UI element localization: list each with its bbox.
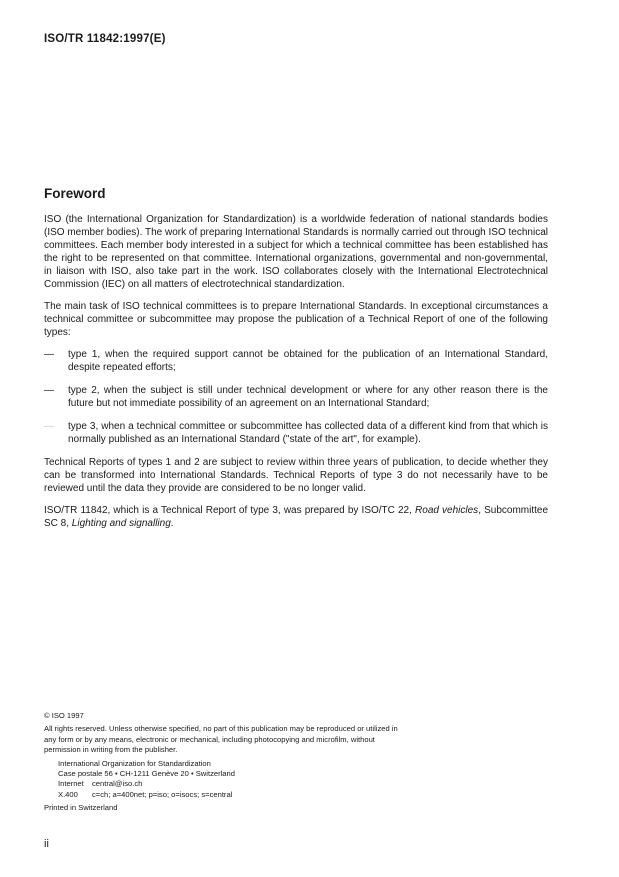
- list-item: [44, 384, 548, 410]
- paragraph-3: Technical Reports of types 1 and 2 are subject to review within three years of publication, to decide whether they can be transformed into International Standards. Technical Reports of type 3 do not necessarily have to be reviewed until the data they provide are considered to be no longer valid.: [44, 457, 548, 494]
- list-item-text: type 3, when a technical committee or subcommittee has collected data of a different kind from that which is normally published as an International Standard ("state of the art", for example).: [68, 421, 548, 445]
- rights-statement: All rights reserved. Unless otherwise specified, no part of this publication may be reproduced or utilized in any form or by any means, electronic or mechanical, including photocopying and microfilm, without permission in writing from the publisher.: [44, 724, 398, 755]
- committee-name-road-vehicles: Road vehicles: [415, 505, 479, 516]
- copyright-block: [44, 711, 404, 814]
- report-types-list: [44, 348, 548, 446]
- x400-label: X.400: [58, 789, 78, 799]
- internet-value: central@iso.ch: [92, 779, 143, 789]
- list-item-text: type 2, when the subject is still under technical development or where for any other reason there is the future but not immediate possibility of an agreement on an International Standard;: [68, 385, 548, 409]
- p4-text-a: ISO/TR 11842, which is a Technical Report of type 3, was prepared by ISO/TC 22,: [44, 505, 416, 516]
- internet-label: Internet: [58, 779, 84, 789]
- foreword-body: [44, 213, 548, 539]
- organization-name: International Organization for Standardization: [58, 758, 211, 768]
- list-item: [44, 420, 548, 446]
- x400-value: c=ch; a=400net; p=iso; o=isocs; s=central: [92, 789, 233, 799]
- page-number: ii: [44, 838, 49, 850]
- section-title: Foreword: [44, 186, 106, 201]
- p4-text-e: .: [170, 518, 174, 529]
- address-block: [58, 759, 404, 801]
- document-id-header: ISO/TR 11842:1997(E): [44, 33, 166, 45]
- internet-row: [58, 779, 404, 789]
- list-bullet: —: [44, 349, 54, 360]
- copyright-line: © ISO 1997: [44, 711, 84, 720]
- postal-address: Case postale 56 • CH-1211 Genève 20 • Switzerland: [58, 769, 235, 779]
- paragraph-1: ISO (the International Organization for Standardization) is a worldwide federation of national standards bodies (ISO member bodies). The work of preparing International Standards is normally carried out through ISO technical committees. Each member body interested in a subject for which a technical committee has been established has the right to be represented on that committee. International organizations, governmental and non-governmental, in liaison with ISO, also take part in the work. ISO collaborates closely with the International Electrotechnical Commission (IEC) on all matters of electrotechnical standardization.: [44, 214, 548, 290]
- paragraph-4: [44, 504, 548, 530]
- list-item: [44, 348, 548, 374]
- list-item-text: type 1, when the required support cannot be obtained for the publication of an International Standard, despite repeated efforts;: [68, 349, 548, 373]
- list-bullet: —: [44, 385, 54, 396]
- list-bullet: —: [44, 421, 54, 432]
- subcommittee-name-lighting: Lighting and signalling: [71, 518, 171, 529]
- printed-in: Printed in Switzerland: [44, 803, 118, 813]
- paragraph-2: The main task of ISO technical committees is to prepare International Standards. In exceptional circumstances a technical committee or subcommittee may propose the publication of a Technical Report of one of the following types:: [44, 301, 548, 338]
- x400-row: [58, 790, 404, 800]
- p4-text-c: , Subcommittee SC 8,: [44, 505, 549, 529]
